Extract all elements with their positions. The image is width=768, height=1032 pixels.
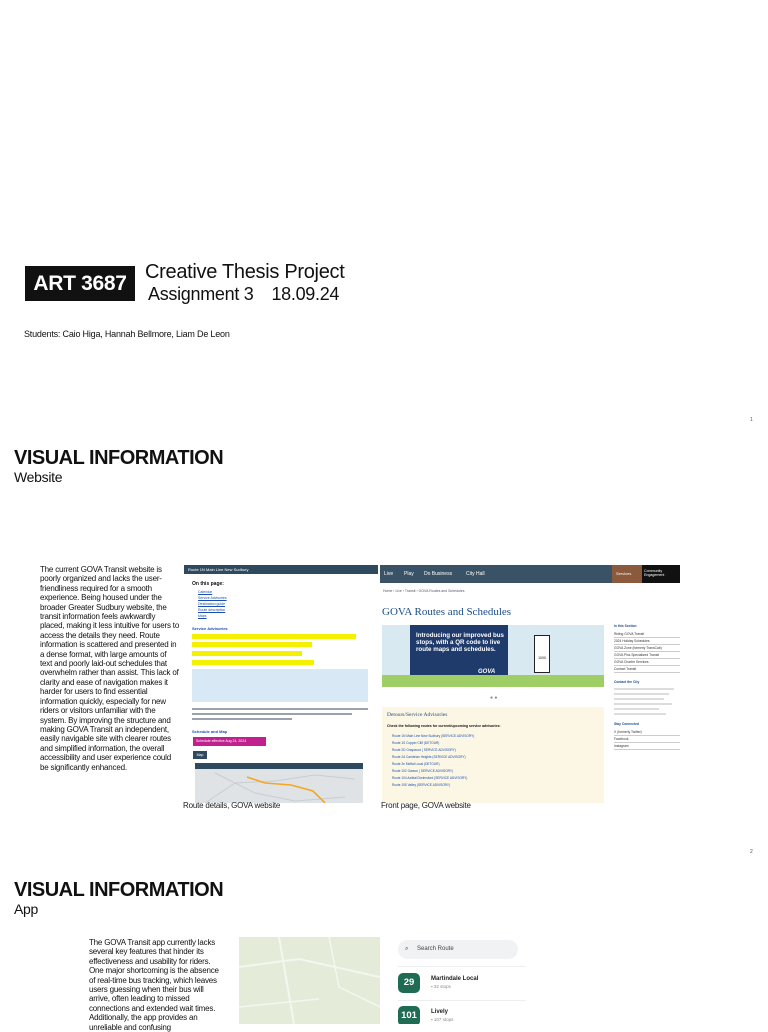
bus-stop-icon: ▪ [431,984,433,989]
text-line [192,713,352,715]
route-name: Martindale Local [431,976,479,982]
page-number: 1 [750,417,753,423]
search-icon: ⌕ [405,946,409,952]
map-button[interactable]: Map [193,751,207,759]
front-page-screenshot [380,565,680,803]
project-title: Creative Thesis Project [145,261,345,283]
carousel-dots[interactable]: ● ● [490,695,498,701]
nav-item-business[interactable]: Do Business [424,571,453,577]
section-subtitle: Website [14,469,63,485]
students-label: Students: [24,329,61,339]
detour-subtitle: Check the following routes for current/upcoming service advisories: [387,724,501,728]
bus-stop-icon: ▪ [431,1017,433,1022]
detour-title: Detours/Service Advisories [387,712,448,718]
text-line [614,708,659,710]
detour-route-link[interactable]: Route 2A Cambrian Heights (SERVICE ADVISORY) [392,755,466,759]
text-line [614,703,672,705]
detour-route-link[interactable]: Route 1N Main Line New Sudbury (SERVICE ADVISORY) [392,734,475,738]
route-stops: ▪ 32 stops [431,984,451,989]
highlight-line [192,634,356,639]
text-line [614,688,674,690]
schedule-link[interactable]: Schedule effective Aug 24, 2024 [193,737,266,746]
banner-ground [382,675,604,687]
social-link[interactable]: Facebook [614,736,680,743]
course-badge: ART 3687 [25,266,135,301]
section-subtitle: App [14,901,39,917]
caption-front: Front page, GOVA website [381,801,471,810]
page-link[interactable]: Destination guide [198,602,226,606]
list-divider [398,1000,526,1001]
sidebar-item[interactable]: Contact Transit [614,666,680,673]
detour-route-link[interactable]: Route 105 Valley (SERVICE ADVISORY) [392,783,451,787]
nav-item-play[interactable]: Play [404,571,414,577]
map-roads [195,763,363,803]
website-paragraph: The current GOVA Transit website is poorly organized and lacks the user-friendliness required for a smooth experience. Being housed under the broader Greater Sudbury website, the transit information feels awkwardly placed, making it less intuitive for users to access the details they need. Route information is scattered and presented in a dense format, with large amounts of text and poorly laid-out schedules that overwhelm rather than assist. This lack of clarity and ease of navigation makes it harder for users to find essential information quickly, especially for new riders or visitors unfamiliar with the system. By improving the structure and making GOVA Transit an independent, easily navigable site with clearer routes and simplified information, the overall accessibility and user experience could be significantly enhanced. [40,565,180,772]
sidebar-heading: In this Section [614,624,637,628]
highlight-line [192,642,312,647]
banner-panel: Introducing our improved bus stops, with a QR code to live route maps and schedules. [410,625,508,675]
sidebar-item[interactable]: GOVA Plus Specialized Transit [614,652,680,659]
route-search-input[interactable] [398,940,518,959]
route-list-item[interactable] [398,1006,526,1024]
promo-banner [382,625,604,687]
detour-route-link[interactable]: Route 2e Moffat Local (DETOUR) [392,762,440,766]
bus-stop-sign: 1000 [534,635,550,673]
app-map-screenshot [239,937,380,1024]
page-links [198,589,227,619]
detour-route-link[interactable]: Route 2D Graywood ( SERVICE ADVISORY) [392,748,456,752]
page-link[interactable]: Route description [198,608,226,612]
search-placeholder: Search Route [417,946,454,952]
route-details-screenshot [184,565,378,803]
page-number: 2 [750,849,753,855]
sidebar-item[interactable]: GOVA Zone (formerly TransCab) [614,645,680,652]
text-line [192,718,292,720]
services-button[interactable]: Services [612,565,642,583]
route-name: Lively [431,1009,449,1015]
app-route-list [392,937,528,1024]
detour-list [392,733,474,789]
sidebar-item[interactable]: GOVA Charter Services [614,659,680,666]
schedule-heading: Schedule and Map [192,729,228,734]
caption-route: Route details, GOVA website [183,801,281,810]
text-line [192,708,368,710]
detour-box [382,707,604,803]
text-line [614,713,666,715]
service-advisories-heading: Service Advisories [192,626,228,631]
advisory-box [192,669,368,702]
nav-item-cityhall[interactable]: City Hall [466,571,485,577]
route-list-item[interactable] [398,973,526,995]
stay-connected-heading: Stay Connected [614,722,639,726]
page-title: GOVA Routes and Schedules [382,606,512,618]
text-line [614,698,664,700]
on-this-page-heading: On this page: [192,581,224,587]
route-number-badge: 101 [398,1006,420,1024]
breadcrumb: Home › Live › Transit › GOVA Routes and Schedules [383,589,465,593]
detour-route-link[interactable]: Route 104 Azilda/Chelmsford (SERVICE ADVISORY) [392,776,468,780]
students-names: Caio Higa, Hannah Bellmore, Liam De Leon [62,329,230,339]
app-map-roads [239,937,380,1024]
section-title: VISUAL INFORMATION [14,879,224,901]
detour-route-link[interactable]: Route 102 Garson ( SERVICE ADVISORY) [392,769,454,773]
sidebar-item[interactable]: Riding GOVA Transit [614,631,680,638]
page-link[interactable]: Calendar [198,590,213,594]
route-number-badge: 29 [398,973,420,993]
route-map-image [195,763,363,803]
list-divider [398,966,526,967]
page-link[interactable]: Service Advisories [198,596,227,600]
gova-logo: GOVA [478,669,496,675]
community-button[interactable]: Community Engagement [642,565,680,583]
social-link[interactable]: Instagram [614,743,680,750]
highlight-line [192,660,314,665]
text-line [614,693,669,695]
detour-route-link[interactable]: Route 1S Copper Cliff (DETOUR) [392,741,440,745]
contact-heading: Contact the City [614,680,640,684]
sidebar [614,623,680,750]
site-nav [380,565,680,583]
app-paragraph: The GOVA Transit app currently lacks several key features that hinder its effectiveness and usability for riders. One major shortcoming is the absence of real-time bus tracking, which leaves users guessing when their bus will arrive, often leading to missed connections and extended wait times. Additionally, the app provides an unreliable and confusing [89,938,219,1032]
highlight-line [192,651,302,656]
assignment-date: 18.09.24 [271,284,340,304]
students-line [24,329,230,339]
page-link[interactable]: Maps [198,614,207,618]
route-title-bar: Route 1N Main Line New Sudbury [184,565,378,574]
assignment-line [148,284,339,304]
nav-item-live[interactable]: Live [384,571,394,577]
social-link[interactable]: X (formerly Twitter) [614,729,680,736]
route-stops: ▪ 107 stops [431,1017,454,1022]
sidebar-item[interactable]: 2024 Holiday Schedules [614,638,680,645]
section-title: VISUAL INFORMATION [14,447,224,469]
assignment-label: Assignment 3 [148,284,254,304]
